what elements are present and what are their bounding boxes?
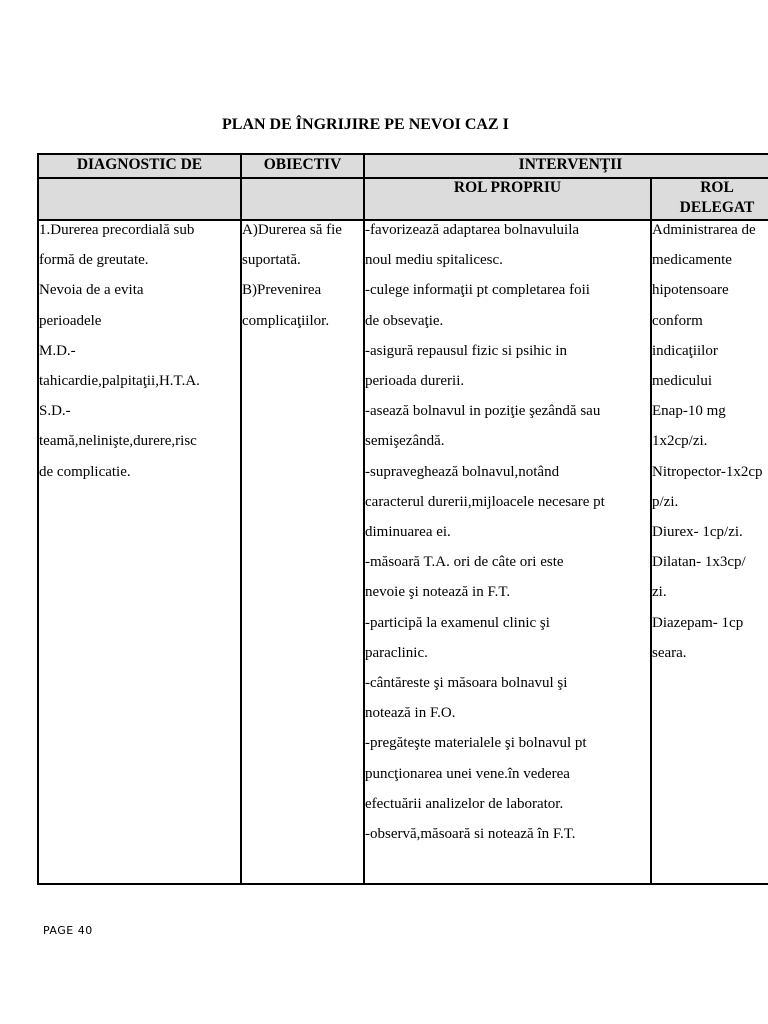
cell-rol-propriu xyxy=(365,215,605,849)
diagnostic-line: 1.Durerea precordială sub xyxy=(39,222,195,238)
document-title: PLAN DE ÎNGRIJIRE PE NEVOI CAZ I xyxy=(222,116,509,133)
rol-delegat-line: Diurex- 1cp/zi. xyxy=(652,524,743,541)
rol-delegat-line: Nitropector-1x2cp xyxy=(652,463,763,480)
rol-propriu-line: -măsoară T.A. ori de câte ori este xyxy=(365,554,564,571)
header-rol-delegat-line2: DELEGAT xyxy=(679,199,755,216)
diagnostic-line: S.D.- xyxy=(39,403,71,420)
rol-delegat-line: medicului xyxy=(652,373,712,390)
obiectiv-line: complicaţiilor. xyxy=(242,312,330,329)
header-interventii: INTERVENŢII xyxy=(518,156,623,173)
rol-propriu-line: semişezândă. xyxy=(365,433,445,450)
diagnostic-line: formă de greutate. xyxy=(39,252,149,269)
rol-propriu-line: -favorizează adaptarea bolnavuluila xyxy=(365,222,580,238)
rol-propriu-line: noul mediu spitalicesc. xyxy=(365,252,503,269)
header-rol-propriu: ROL PROPRIU xyxy=(453,179,562,196)
rol-propriu-line: diminuarea ei. xyxy=(365,524,451,541)
rol-delegat-line: indicaţiilor xyxy=(652,342,718,359)
rol-propriu-line: caracterul durerii,mijloacele necesare pt xyxy=(365,493,605,510)
header-obiectiv: OBIECTIV xyxy=(263,156,342,173)
rol-delegat-line: conform xyxy=(652,312,703,329)
rol-delegat-line: p/zi. xyxy=(652,493,679,510)
rol-delegat-line: Dilatan- 1x3cp/ xyxy=(652,554,746,571)
rol-propriu-line: nevoie şi notează in F.T. xyxy=(365,584,511,601)
table-bottom-border xyxy=(37,883,768,885)
cell-diagnostic xyxy=(39,215,200,487)
rol-propriu-line: -asează bolnavul in poziţie şezândă sau xyxy=(365,403,601,420)
rol-propriu-line: efectuării analizelor de laborator. xyxy=(365,795,564,812)
rol-delegat-line: zi. xyxy=(652,584,667,601)
rol-delegat-line: Enap-10 mg xyxy=(652,403,726,420)
obiectiv-line: B)Prevenirea xyxy=(242,282,322,299)
diagnostic-line: perioadele xyxy=(39,312,102,329)
obiectiv-line: A)Durerea să fie xyxy=(242,222,342,238)
cell-obiectiv xyxy=(242,215,342,336)
rol-propriu-line: perioada durerii. xyxy=(365,373,465,390)
header-rol-delegat xyxy=(652,178,768,218)
rol-delegat-line: seara. xyxy=(652,644,687,661)
rol-propriu-line: de obsevaţie. xyxy=(365,312,444,329)
rol-propriu-line: -pregăteşte materialele şi bolnavul pt xyxy=(365,735,587,752)
diagnostic-line: de complicatie. xyxy=(39,463,131,480)
diagnostic-line: M.D.- xyxy=(39,342,76,359)
diagnostic-line: teamă,nelinişte,durere,risc xyxy=(39,433,197,450)
obiectiv-line: suportată. xyxy=(242,252,301,269)
rol-propriu-line: -asigură repausul fizic si psihic in xyxy=(365,342,568,359)
rol-propriu-line: -cântăreste şi măsoara bolnavul şi xyxy=(365,675,568,692)
rol-delegat-line: hipotensoare xyxy=(652,282,729,299)
rol-propriu-line: -observă,măsoară si notează în F.T. xyxy=(365,826,576,843)
care-plan-table xyxy=(37,153,768,885)
rol-propriu-line: paraclinic. xyxy=(365,644,428,661)
rol-delegat-line: medicamente xyxy=(652,252,732,269)
rol-propriu-line: -participă la examenul clinic şi xyxy=(365,614,550,631)
cell-rol-delegat xyxy=(652,215,763,668)
rol-delegat-line: 1x2cp/zi. xyxy=(652,433,708,450)
page-number: PAGE 40 xyxy=(43,924,93,937)
header-rol-delegat-line1: ROL xyxy=(700,179,734,196)
diagnostic-line: tahicardie,palpitaţii,H.T.A. xyxy=(39,373,200,390)
diagnostic-line: Nevoia de a evita xyxy=(39,282,144,299)
rol-delegat-line: Administrarea de xyxy=(652,222,756,238)
rol-propriu-line: puncţionarea unei vene.în vederea xyxy=(365,765,570,782)
header-diagnostic: DIAGNOSTIC DE xyxy=(76,156,203,173)
rol-propriu-line: -supraveghează bolnavul,notând xyxy=(365,463,560,480)
rol-propriu-line: -culege informaţii pt completarea foii xyxy=(365,282,590,299)
rol-propriu-line: notează in F.O. xyxy=(365,705,456,722)
rol-delegat-line: Diazepam- 1cp xyxy=(652,614,744,631)
